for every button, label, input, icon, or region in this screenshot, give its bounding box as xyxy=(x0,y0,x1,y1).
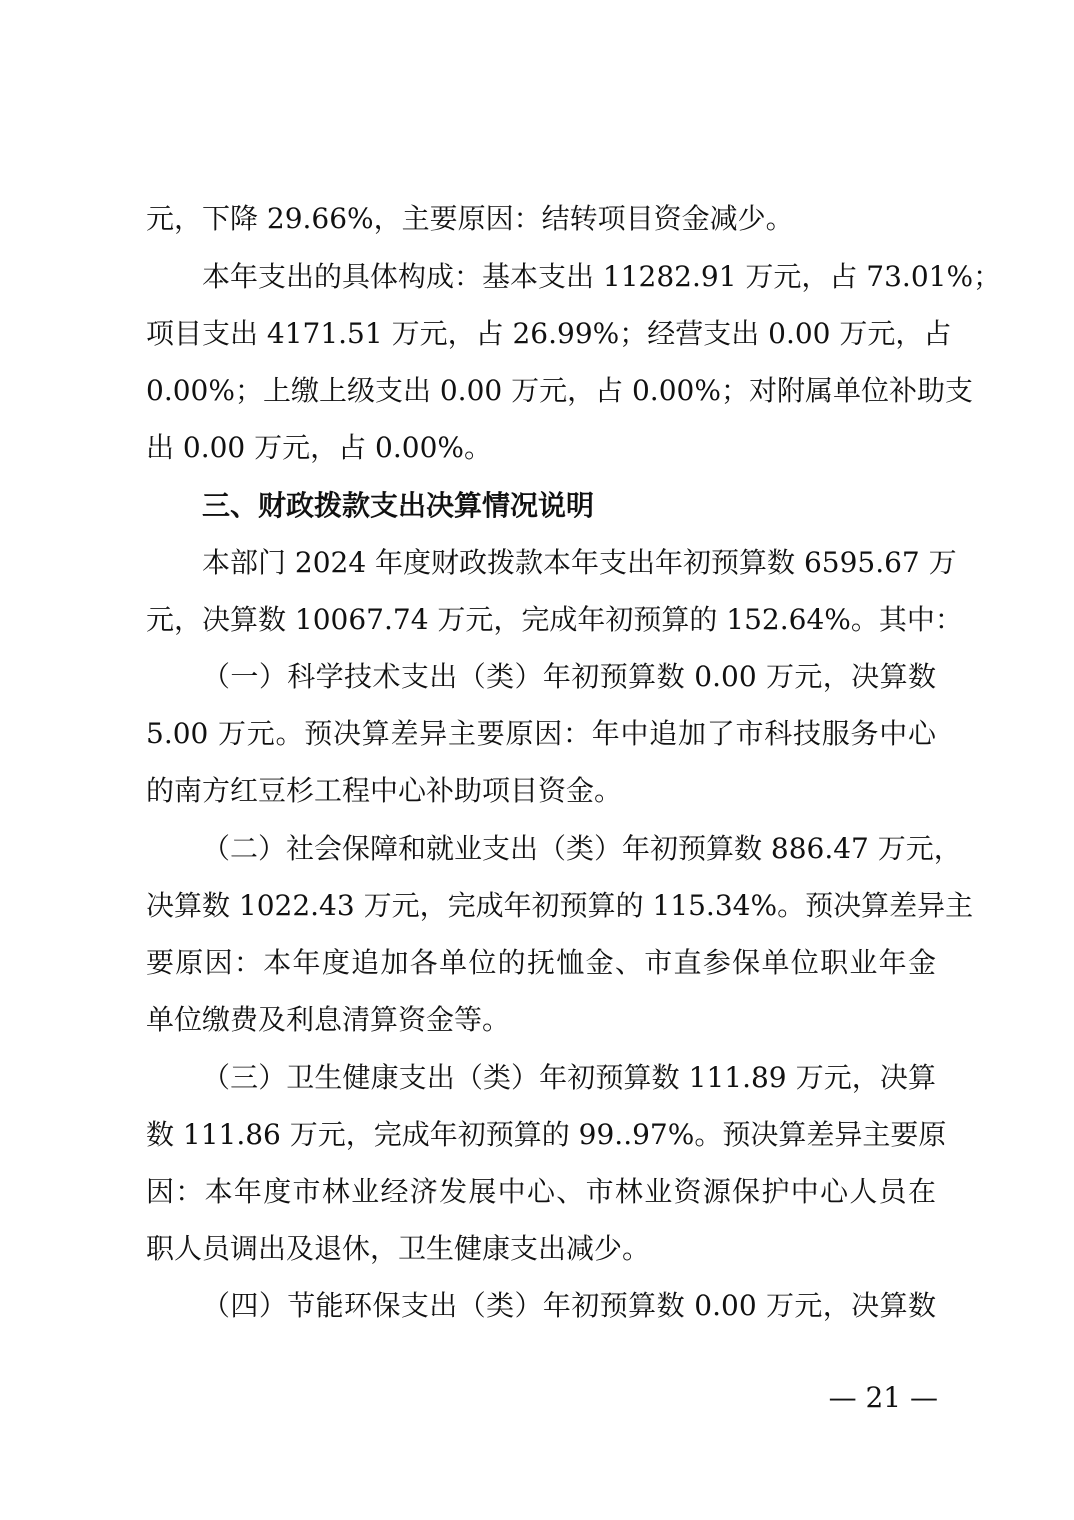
paragraph-line: 的南方红豆杉工程中心补助项目资金。 xyxy=(146,774,623,807)
paragraph-line: 本年支出的具体构成：基本支出 11282.91 万元，占 73.01%； xyxy=(202,260,1002,293)
section-heading: 三、财政拨款支出决算情况说明 xyxy=(202,489,595,522)
paragraph-line: 项目支出 4171.51 万元，占 26.99%；经营支出 0.00 万元，占 xyxy=(146,317,952,350)
paragraph-line: （一）科学技术支出（类）年初预算数 0.00 万元，决算数 xyxy=(202,660,936,693)
paragraph-line: 元，决算数 10067.74 万元，完成年初预算的 152.64%。其中： xyxy=(146,603,963,636)
paragraph-line: 数 111.86 万元，完成年初预算的 99..97%。预决算差异主要原 xyxy=(146,1118,947,1151)
paragraph-line: 要原因：本年度追加各单位的抚恤金、市直参保单位职业年金 xyxy=(146,946,936,979)
paragraph-line: （四）节能环保支出（类）年初预算数 0.00 万元，决算数 xyxy=(202,1289,936,1322)
paragraph-line: （三）卫生健康支出（类）年初预算数 111.89 万元，决算 xyxy=(202,1061,936,1094)
paragraph-line: 单位缴费及利息清算资金等。 xyxy=(146,1003,511,1036)
paragraph-line: 0.00%；上缴上级支出 0.00 万元，占 0.00%；对附属单位补助支 xyxy=(146,374,973,407)
paragraph-line: 5.00 万元。预决算差异主要原因：年中追加了市科技服务中心 xyxy=(146,717,936,750)
paragraph-line: 职人员调出及退休，卫生健康支出减少。 xyxy=(146,1232,651,1265)
paragraph-line: 决算数 1022.43 万元，完成年初预算的 115.34%。预决算差异主 xyxy=(146,889,974,922)
paragraph-line: 出 0.00 万元，占 0.00%。 xyxy=(146,431,492,464)
paragraph-line: 元，下降 29.66%，主要原因：结转项目资金减少。 xyxy=(146,202,794,235)
page-number: — 21 — xyxy=(828,1381,938,1414)
paragraph-line: 因：本年度市林业经济发展中心、市林业资源保护中心人员在 xyxy=(146,1175,936,1208)
paragraph-line: （二）社会保障和就业支出（类）年初预算数 886.47 万元， xyxy=(202,832,962,865)
paragraph-line: 本部门 2024 年度财政拨款本年支出年初预算数 6595.67 万 xyxy=(202,546,957,579)
